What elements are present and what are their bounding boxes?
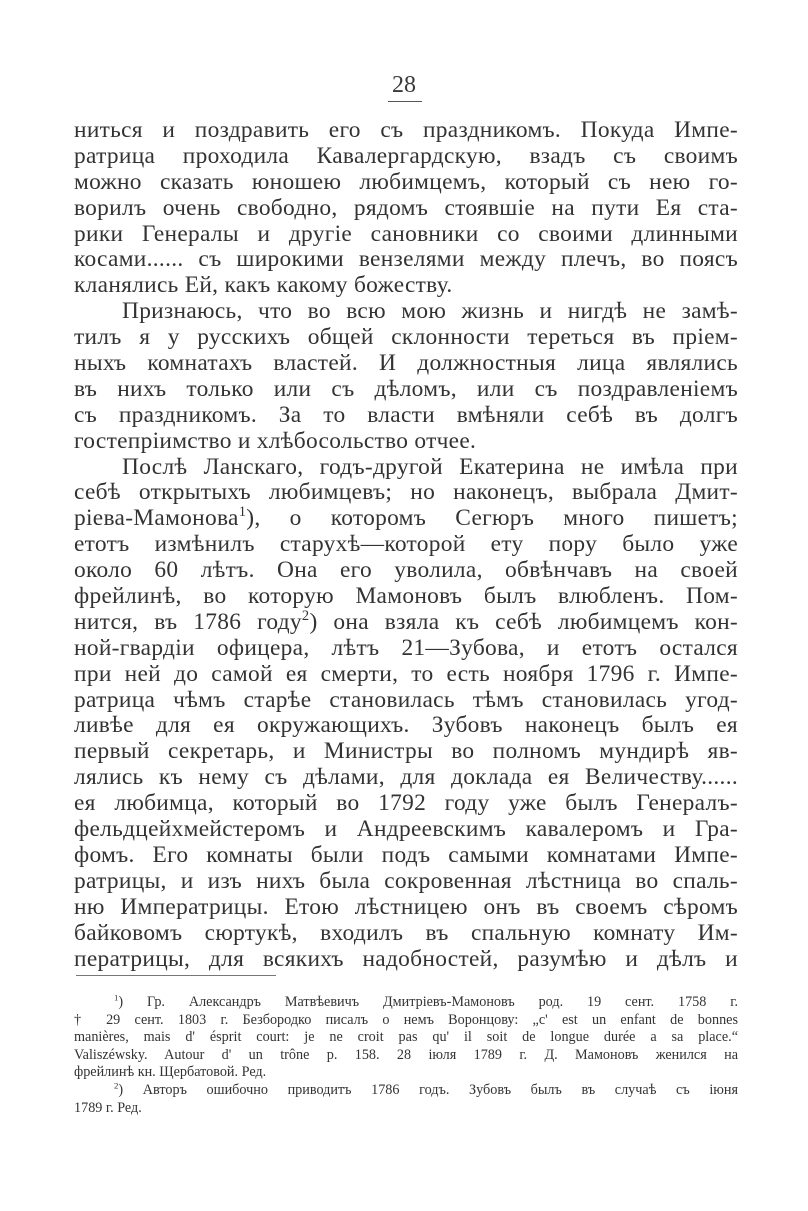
text-line: [74, 273, 738, 299]
footnote-line: [74, 1064, 738, 1082]
text-line: [74, 558, 738, 584]
footnote-reference: 2: [301, 608, 310, 625]
text-line: [74, 144, 738, 170]
line-text: ратрицы, и изъ нихъ была сокровенная лѣстница во спаль-: [74, 867, 738, 894]
line-text-continued: ) она взяла къ себѣ любимцемъ кон-: [309, 608, 738, 635]
line-text: ниться и поздравить его съ праздникомъ. Покуда Импе-: [74, 117, 738, 143]
line-text: Valiszéwsky. Autour d' un trône p. 158. 28 іюля 1789 г. Д. Мамоновъ женился на: [74, 1046, 738, 1063]
line-text: ню Императрицы. Етою лѣстницею онъ въ своемъ сѣромъ: [74, 893, 738, 920]
line-text: фрейлинѣ, во которую Мамоновъ былъ влюбленъ. Пом-: [74, 583, 738, 610]
line-text: ріева-Мамонова: [74, 505, 239, 532]
footnotes: [74, 994, 738, 1117]
text-line: [74, 895, 738, 921]
text-line: [74, 403, 738, 429]
text-line: [74, 377, 738, 403]
text-line: [74, 921, 738, 947]
text-line: [74, 325, 738, 351]
line-text: ратрица чѣмъ старѣе становилась тѣмъ становилась угод-: [74, 686, 738, 713]
footnote-line: [74, 1100, 738, 1118]
line-text: ратрица проходила Кавалергардскую, взадъ съ своимъ: [74, 142, 738, 169]
line-text: фельдцейхмейстеромъ и Андреевскимъ кавалеромъ и Гра-: [74, 816, 738, 843]
text-line: [74, 299, 738, 325]
line-text: себѣ открытыхъ любимцевъ; но наконецъ, выбрала Дмит-: [74, 479, 738, 506]
line-text: ператрицы, для всякихъ надобностей, разумѣю и дѣлъ и: [74, 945, 738, 972]
line-text: ливѣе для ея окружающихъ. Зубовъ наконецъ былъ ея: [74, 712, 738, 739]
line-text: тилъ я у русскихъ общей склонности тереться въ пріем-: [74, 324, 738, 351]
text-line: [74, 843, 738, 869]
line-text: фрейлинѣ кн. Щербатовой. Ред.: [74, 1064, 267, 1081]
line-text: фомъ. Его комнаты были подъ самыми комнатами Импе-: [74, 841, 738, 868]
line-text: лялись къ нему съ дѣлами, для доклада ея Величеству......: [74, 764, 738, 791]
line-text: около 60 лѣтъ. Она его уволила, обвѣнчавъ на своей: [74, 557, 738, 584]
text-line: [74, 765, 738, 791]
line-text: нится, въ 1786 году: [74, 608, 302, 635]
text-line: [74, 351, 738, 377]
text-line: [74, 480, 738, 506]
line-text: рики Генералы и другіе сановники со своими длинными: [74, 220, 738, 247]
footnote-text: Авторъ ошибочно приводитъ 1786 годъ. Зубовъ былъ въ случаѣ съ іюня: [142, 1081, 738, 1098]
text-line: [74, 222, 738, 248]
page-number-underline: [388, 101, 422, 102]
footnote-reference: 1: [238, 504, 247, 521]
text-line: [74, 739, 738, 765]
line-text: † 29 сент. 1803 г. Безбородко писалъ о немъ Воронцову: „c' est un enfant de bonnes: [74, 1011, 738, 1028]
line-text: при ней до самой ея смерти, то есть ноября 1796 г. Импе-: [74, 660, 738, 687]
text-line: [74, 610, 738, 636]
footnote-marker: 1: [114, 992, 119, 1003]
text-line: [74, 532, 738, 558]
line-text: косами...... съ широкими вензелями между плечъ, во поясъ: [74, 246, 738, 273]
text-line: [74, 455, 738, 481]
line-text: ныхъ комнатахъ властей. И должностныя лица являлись: [74, 350, 738, 377]
text-line: [74, 662, 738, 688]
line-text: Послѣ Ланскаго, годъ-другой Екатерина не имѣла при: [122, 453, 738, 480]
footnote-text: Гр. Александръ Матвѣевичъ Дмитріевъ-Мамоновъ род. 19 сент. 1758 г.: [147, 994, 738, 1010]
text-line: [74, 170, 738, 196]
main-text: [74, 118, 738, 972]
text-line: [74, 196, 738, 222]
text-line: [74, 506, 738, 532]
line-text: 1789 г. Ред.: [74, 1099, 142, 1116]
text-line: [74, 429, 738, 455]
text-line: [74, 713, 738, 739]
line-text: кланялись Ей, какъ какому божеству.: [74, 272, 453, 299]
line-text: ворилъ очень свободно, рядомъ стоявшіе на пути Ея ста-: [74, 194, 738, 221]
line-text: manières, mais d' ésprit court: je ne croit pas qu' il soit de longue durée a sa place.“: [74, 1029, 738, 1046]
text-line: [74, 947, 738, 973]
text-line: [74, 584, 738, 610]
line-text: можно сказать юношею любимцемъ, который съ нею го-: [74, 168, 738, 195]
footnote-line: [74, 1047, 738, 1065]
line-text: первый секретарь, и Министры во полномъ мундирѣ яв-: [74, 738, 738, 765]
text-line: [74, 817, 738, 843]
footnote-separator: [76, 975, 276, 976]
text-line: [74, 869, 738, 895]
page-number: 28: [392, 72, 416, 98]
line-text: ной-гвардіи офицера, лѣтъ 21—Зубова, и етотъ остался: [74, 634, 738, 661]
footnote-line: [74, 1012, 738, 1030]
line-text: байковомъ сюртукѣ, входилъ въ спальную комнату Им-: [74, 919, 738, 946]
line-text: гостепріимство и хлѣбосольство отчее.: [74, 427, 477, 454]
line-text: Признаюсь, что во всю мою жизнь и нигдѣ не замѣ-: [122, 298, 738, 325]
line-text: въ нихъ только или съ дѣломъ, или съ поздравленіемъ: [74, 375, 738, 402]
line-text: съ праздникомъ. За то власти вмѣняли себѣ въ долгъ: [74, 401, 738, 428]
footnote-line: [74, 1082, 738, 1100]
text-line: [74, 247, 738, 273]
footnote-marker: 2: [114, 1080, 119, 1091]
text-line: [74, 791, 738, 817]
footnote-marker-paren: ): [118, 1081, 143, 1098]
text-line: [74, 636, 738, 662]
footnote-line: [74, 1029, 738, 1047]
text-line: [74, 688, 738, 714]
footnote-line: [74, 994, 738, 1012]
footnote-marker-paren: ): [118, 994, 148, 1010]
line-text: етотъ измѣнилъ старухѣ—которой ету пору было уже: [74, 531, 738, 558]
text-line: [74, 118, 738, 144]
line-text-continued: ), о которомъ Сегюръ много пишетъ;: [246, 505, 738, 532]
line-text: ея любимца, который во 1792 году уже былъ Генералъ-: [74, 790, 738, 817]
